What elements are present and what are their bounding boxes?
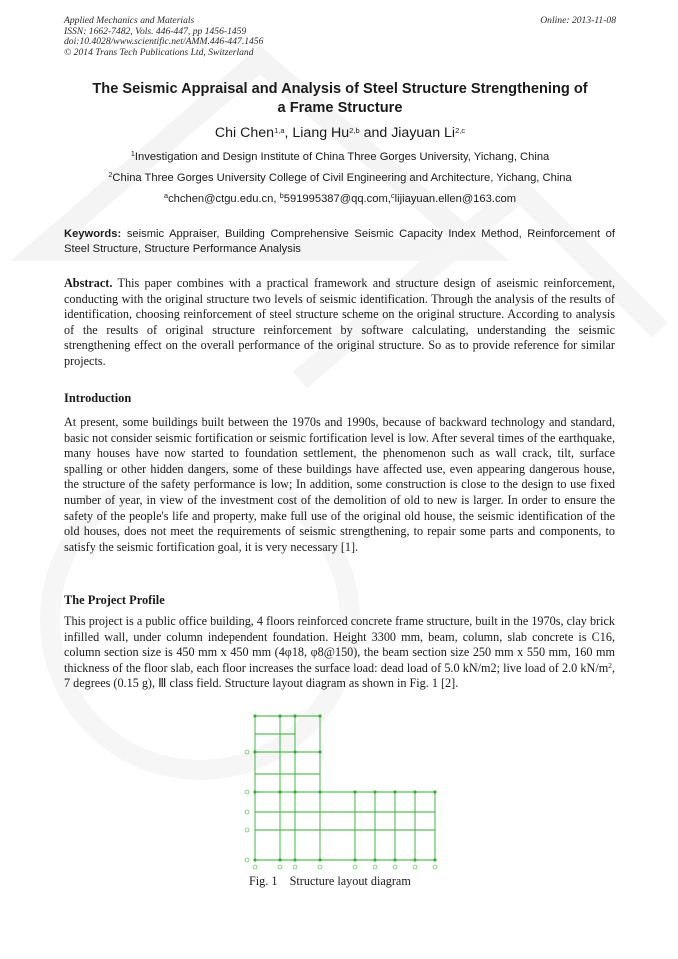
email-b[interactable]: 591995387@qq.com, <box>283 193 391 205</box>
copyright-line: © 2014 Trans Tech Publications Ltd, Switzerland <box>64 46 254 58</box>
affiliation-2-sup: 2 <box>108 170 113 179</box>
axis-markers <box>245 750 437 869</box>
affiliation-1-sup: 1 <box>130 149 135 158</box>
project-profile-text <box>64 614 615 692</box>
email-line <box>40 192 640 206</box>
keywords-block <box>64 227 615 256</box>
author-3-sup: 2,c <box>455 126 466 135</box>
keywords-text: seismic Appraiser, Building Comprehensive Seismic Capacity Index Method, Reinforcement of Steel Structure, Structure Performance Analysis <box>64 228 615 255</box>
abstract-label: Abstract. <box>64 276 113 290</box>
email-c-sup: c <box>390 191 395 200</box>
affiliation-2 <box>40 171 640 185</box>
email-b-sup: b <box>279 191 284 200</box>
paper-title <box>60 80 620 118</box>
author-sep-2: and <box>359 125 392 141</box>
abstract-block <box>64 276 615 370</box>
online-date: Online: 2013-11-08 <box>540 15 616 26</box>
email-c[interactable]: lijiayuan.ellen@163.com <box>394 193 517 205</box>
journal-name: Applied Mechanics and Materials <box>64 15 195 26</box>
author-2: Liang Hu <box>292 125 350 141</box>
email-a[interactable]: chchen@ctgu.edu.cn, <box>168 193 280 205</box>
title-line-1: The Seismic Appraisal and Analysis of Steel Structure Strengthening of <box>92 81 588 97</box>
author-sep-1: , <box>284 125 293 141</box>
affiliation-2-text: China Three Gorges University College of Civil Engineering and Architecture, Yichang, China <box>112 172 572 184</box>
keywords-label: Keywords: <box>64 228 122 240</box>
abstract-text: This paper combines with a practical framework and structure design of aseismic reinforcement, conducting with the original structure two levels of seismic identification. Through the analysis of the results of identification, choosing reinforcement of steel structure scheme on the original structure. According to analysis of the results of original structure reinforcement by software calculating, understanding the seismic strengthening effect on the overall performance of the original structure. So as to provide reference for similar projects. <box>64 276 616 368</box>
affiliation-1 <box>40 150 640 164</box>
project-profile-heading: The Project Profile <box>64 593 165 607</box>
project-profile-text-b: , 7 degrees (0.15 g), Ⅲ class field. Structure layout diagram as shown in Fig. 1 [2]. <box>64 660 615 691</box>
structure-layout-diagram <box>240 712 440 872</box>
issn-line: ISSN: 1662-7482, Vols. 446-447, pp 1456-1459 <box>64 25 247 37</box>
author-3: Jiayuan Li <box>391 125 456 141</box>
author-1-sup: 1,a <box>274 126 285 135</box>
project-profile-text-a: This project is a public office building, 4 floors reinforced concrete frame structure, built in the 1970s, clay brick infilled wall, under column independent foundation. Height 3300 mm, beam, column, slab concrete is C16, column section size is 450 mm x 450 mm (4φ18, φ8@150), the beam section size 250 mm x 550 mm, 160 mm thickness of the floor slab, each floor increases the surface load: dead load of 5.0 kN/m2; live load of 2.0 kN/m <box>64 614 615 675</box>
author-1: Chi Chen <box>214 125 275 141</box>
doi-line: doi:10.4028/www.scientific.net/AMM.446-447.1456 <box>64 36 264 48</box>
author-2-sup: 2,b <box>349 126 360 135</box>
email-a-sup: a <box>163 191 169 200</box>
frame-grid-lines <box>255 716 435 860</box>
figure-caption: Fig. 1 Structure layout diagram <box>249 874 411 888</box>
author-list <box>60 124 620 142</box>
project-profile-sup: 2 <box>608 660 612 670</box>
journal-header <box>64 16 616 58</box>
title-line-2: a Frame Structure <box>277 100 403 116</box>
introduction-heading: Introduction <box>64 391 132 405</box>
column-nodes <box>253 714 436 861</box>
introduction-text: At present, some buildings built between the 1970s and 1990s, because of backward technology and standard, basic not consider seismic fortification or seismic fortification level is low. After several times of the earthquake, many houses have now started to foundation settlement, the phenomenon such as wall crack, tilt, surface spalling or other hidden dangers, some of these buildings have affected use, even appearing dangerous house, the structure of the safety performance is low; In addition, some construction is close to the design to use fixed number of year, in view of the investment cost of the demolition of old to new is larger. In order to ensure the safety of the people's life and property, make full use of the original old house, the seismic identification of the old houses, does not meet the requirements of seismic strengthening, to repair some parts and components, to satisfy the seismic fortification goal, it is very necessary [1]. <box>64 415 615 554</box>
affiliation-1-text: Investigation and Design Institute of China Three Gorges University, Yichang, China <box>134 151 550 163</box>
